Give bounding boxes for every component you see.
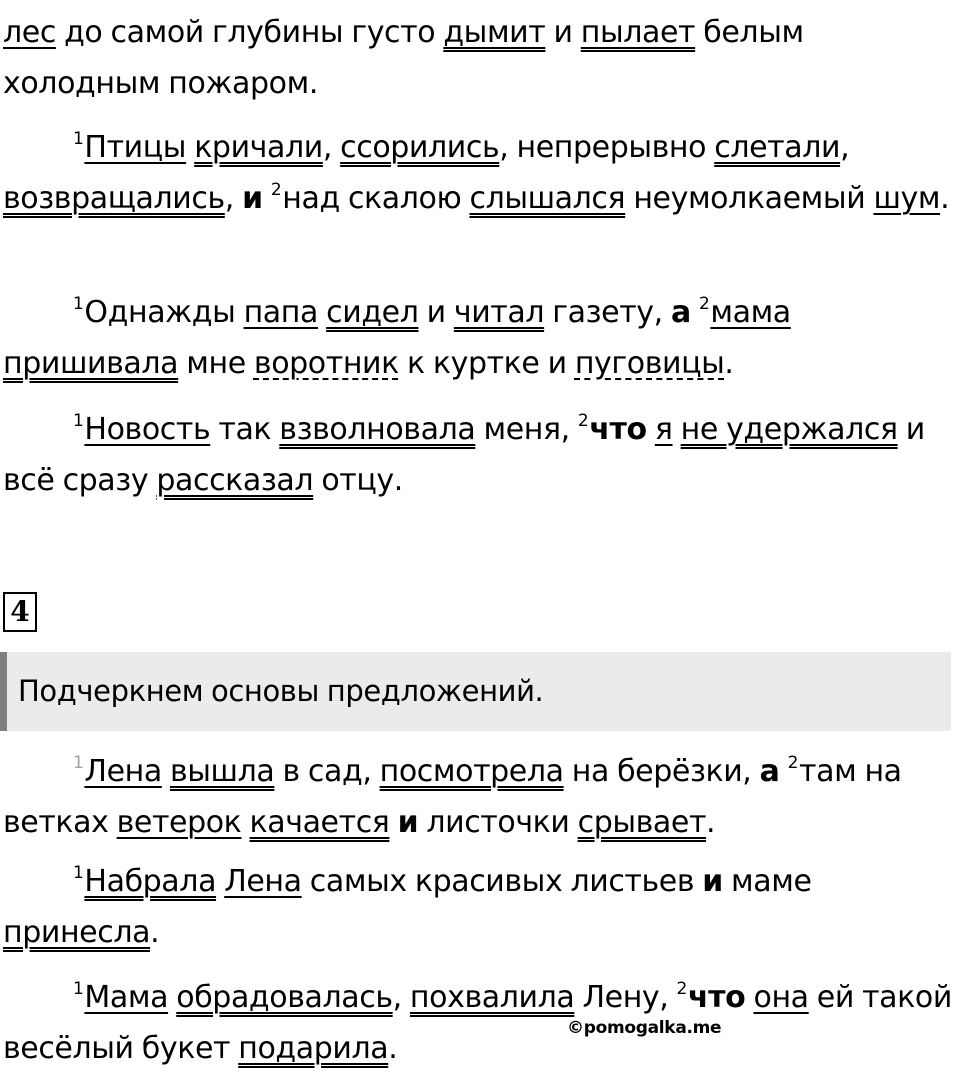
predicate-word: слетали (714, 130, 841, 165)
callout-accent-bar (0, 652, 7, 731)
predicate-word: пылает (580, 15, 696, 50)
object-word: воротник (253, 346, 399, 381)
clause-number: 2 (270, 180, 282, 200)
subject-word: Птицы (84, 130, 187, 165)
predicate-word: обрадовалась (176, 980, 393, 1015)
subject-word: Лена (84, 754, 162, 789)
predicate-word: срывает (577, 805, 707, 840)
task-number-box: 4 (3, 592, 37, 632)
instruction-callout (0, 652, 951, 731)
sentence-paragraph: $^1$Мама обрадовалась, похвалила Лену, $^2$что она ей такой весёлый букет подарила. (3, 979, 952, 1066)
sentence-paragraph: $^1$Новость так взволновала меня, $^2$что я не удержался и всё сразу рассказал отцу. (3, 411, 925, 498)
conjunction-word: что (687, 980, 746, 1015)
object-word: пуговицы (574, 346, 725, 381)
predicate-word: качается (249, 805, 390, 840)
clause-number: 2 (787, 753, 799, 773)
predicate-word: слышался (469, 181, 626, 216)
predicate-word: читал (453, 295, 545, 330)
predicate-word: кричали (194, 130, 323, 165)
clause-number: 1 (73, 979, 84, 999)
subject-word: папа (243, 295, 318, 330)
subject-word: Мама (84, 980, 169, 1015)
predicate-word: Набрала (84, 864, 217, 899)
conjunction-word: а (759, 754, 780, 789)
predicate-word: возвращались (3, 181, 225, 216)
sentence-paragraph: $^1$Однажды папа сидел и читал газету, а $^2$мама пришивала мне воротник к куртке и пуговицы. (3, 294, 791, 381)
clause-number: 2 (698, 294, 710, 314)
predicate-word: принесла (3, 915, 151, 950)
predicate-word: сидел (326, 295, 419, 330)
clause-number: 1 (73, 863, 84, 883)
predicate-word: ссорились (340, 130, 500, 165)
predicate-word: подарила (238, 1031, 389, 1066)
clause-number: 2 (577, 411, 589, 431)
predicate-word: взволновала (279, 412, 476, 447)
clause-number: 1 (73, 753, 84, 773)
sentence-paragraph: $^1$Лена вышла в сад, посмотрела на берёзки, а $^2$там на ветках ветерок качается и листочки срывает. (3, 753, 902, 840)
sentence-paragraph: $^1$Набрала Лена самых красивых листьев и маме принесла. (3, 863, 812, 950)
conjunction-word: и (702, 864, 723, 899)
clause-number: 2 (676, 979, 687, 999)
subject-word: я (654, 412, 673, 447)
subject-word: ветерок (116, 805, 242, 840)
predicate-word: посмотрела (379, 754, 564, 789)
instruction-text: Подчеркнем основы предложений. (18, 674, 544, 708)
predicate-word: не удержался (680, 412, 898, 447)
subject-word: лес (3, 15, 56, 50)
clause-number: 1 (73, 129, 84, 149)
clause-number: 1 (73, 294, 84, 314)
subject-word: мама (710, 295, 791, 330)
subject-word: Новость (84, 412, 211, 447)
subject-word: шум (873, 181, 941, 216)
predicate-word: вышла (169, 754, 275, 789)
sentence-paragraph: $^1$Птицы кричали, ссорились, непрерывно слетали, возвращались, и $^2$над скалою слышался неумолкаемый шум. (3, 129, 950, 216)
predicate-word: рассказал (156, 463, 314, 498)
subject-word: Лена (224, 864, 302, 899)
sentence-paragraph: лес до самой глубины густо дымит и пылает белым холодным пожаром. (3, 15, 804, 101)
conjunction-word: а (670, 295, 691, 330)
predicate-word: похвалила (409, 980, 575, 1015)
watermark: ©pomogalka.me (567, 1018, 722, 1038)
conjunction-word: и (242, 181, 263, 216)
conjunction-word: что (589, 412, 647, 447)
conjunction-word: и (397, 805, 419, 840)
predicate-word: пришивала (3, 346, 179, 381)
predicate-word: дымит (443, 15, 546, 50)
subject-word: она (753, 980, 809, 1015)
clause-number: 1 (73, 411, 84, 431)
